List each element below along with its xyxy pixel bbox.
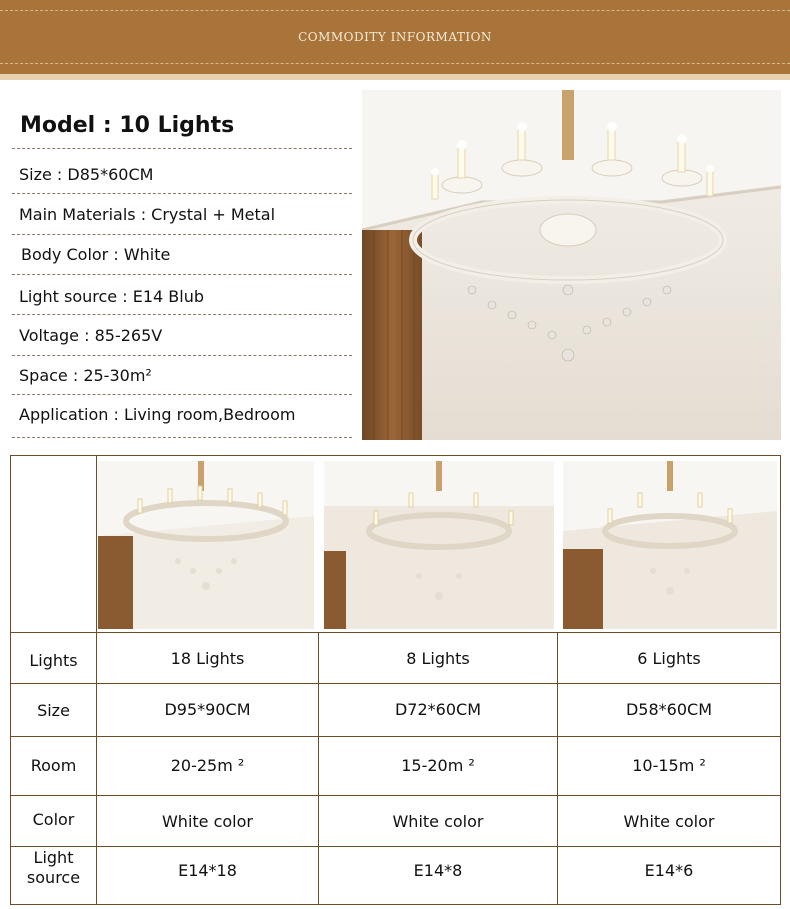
table-divider — [11, 846, 780, 847]
row-label-light-source: Light source — [26, 848, 81, 887]
cell-room-6: 10-15m ² — [632, 756, 706, 775]
spec-body-color: Body Color : White — [21, 245, 171, 264]
cell-color-6: White color — [623, 812, 715, 831]
spec-divider — [12, 394, 352, 395]
cell-room-18: 20-25m ² — [170, 756, 245, 775]
table-divider — [96, 456, 97, 904]
cell-size-18: D95*90CM — [164, 700, 251, 719]
spec-light-source: Light source : E14 Blub — [19, 287, 204, 306]
cell-source-6: E14*6 — [644, 861, 694, 880]
table-divider — [11, 683, 780, 684]
comparison-table — [10, 455, 781, 905]
spec-application: Application : Living room,Bedroom — [19, 405, 296, 424]
cell-color-18: White color — [161, 812, 253, 831]
header-banner — [0, 0, 790, 80]
spec-divider — [12, 148, 352, 149]
spec-divider — [12, 314, 352, 315]
cell-size-6: D58*60CM — [625, 700, 712, 719]
spec-divider — [12, 274, 352, 275]
model-title: Model : 10 Lights — [20, 113, 235, 138]
row-label-color: Color — [32, 810, 75, 829]
row-label-size: Size — [37, 701, 70, 720]
spec-divider — [12, 234, 352, 235]
spec-space: Space : 25-30m² — [19, 366, 152, 385]
cell-room-8: 15-20m ² — [401, 756, 475, 775]
row-label-lights: Lights — [29, 651, 78, 670]
cell-color-8: White color — [392, 812, 484, 831]
chandelier-photo — [362, 90, 781, 440]
spec-divider — [12, 193, 352, 194]
spec-materials: Main Materials : Crystal + Metal — [19, 205, 276, 224]
chandelier-8-photo — [324, 461, 554, 629]
table-divider — [11, 632, 780, 633]
banner-title: COMMODITY INFORMATION — [298, 30, 492, 44]
spec-divider — [12, 355, 352, 356]
spec-voltage: Voltage : 85-265V — [19, 326, 163, 345]
table-divider — [11, 795, 780, 796]
table-divider — [11, 736, 780, 737]
chandelier-6-photo — [563, 461, 777, 629]
row-label-room: Room — [30, 756, 77, 775]
chandelier-18-photo — [98, 461, 314, 629]
spec-size: Size : D85*60CM — [19, 165, 154, 184]
spec-divider — [12, 437, 352, 438]
cell-source-18: E14*18 — [178, 861, 237, 880]
cell-size-8: D72*60CM — [394, 700, 481, 719]
cell-lights-18: 18 Lights — [170, 649, 245, 668]
cell-source-8: E14*8 — [413, 861, 463, 880]
cell-lights-8: 8 Lights — [406, 649, 470, 668]
cell-lights-6: 6 Lights — [637, 649, 701, 668]
